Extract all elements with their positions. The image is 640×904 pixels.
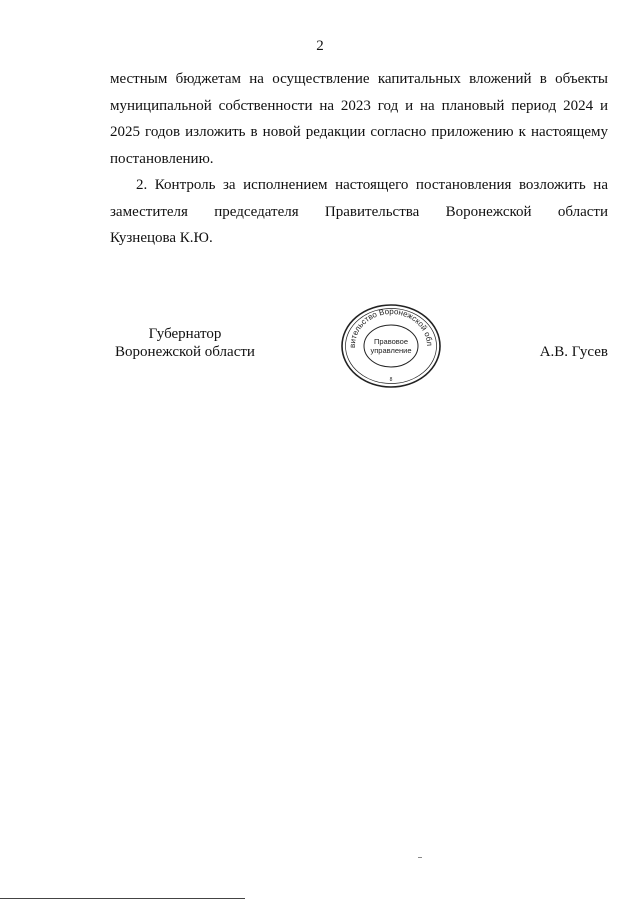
seal-ring-text: вительство Воронежской обл — [347, 306, 435, 349]
signatory-position — [110, 325, 260, 361]
signatory-name: А.В. Гусев — [539, 344, 608, 360]
signatory-position-line-2: Воронежской области — [115, 344, 255, 360]
signatory-position-line-1: Губернатор — [148, 326, 222, 342]
seal-bottom-mark: 8 — [389, 377, 393, 383]
paragraph-2 — [110, 172, 608, 252]
seal-icon — [340, 303, 442, 389]
paragraph-2-line-1: 2. Контроль за исполнением настоящего постановления возложить на — [136, 177, 608, 193]
paragraph-1-line-4: постановлению. — [110, 150, 214, 167]
scan-speck — [418, 857, 422, 858]
paragraph-1-line-1: местным бюджетам на осуществление капитальных вложений в объекты — [110, 71, 608, 87]
paragraph-2-line-2: заместителя председателя Правительства Воронежской области — [110, 203, 608, 220]
seal-center-line-2: управление — [370, 346, 412, 355]
paragraph-1 — [110, 66, 608, 172]
page-number: 2 — [316, 38, 324, 54]
bottom-rule — [0, 898, 245, 899]
paragraph-2-line-3: Кузнецова К.Ю. — [110, 230, 213, 247]
paragraph-1-line-3: 2025 годов изложить в новой редакции согласно приложению к настоящему — [110, 124, 608, 141]
seal-center-line-1: Правовое — [373, 337, 409, 346]
official-seal — [340, 303, 442, 389]
paragraph-1-line-2: муниципальной собственности на 2023 год и на плановый период 2024 и — [110, 97, 608, 114]
